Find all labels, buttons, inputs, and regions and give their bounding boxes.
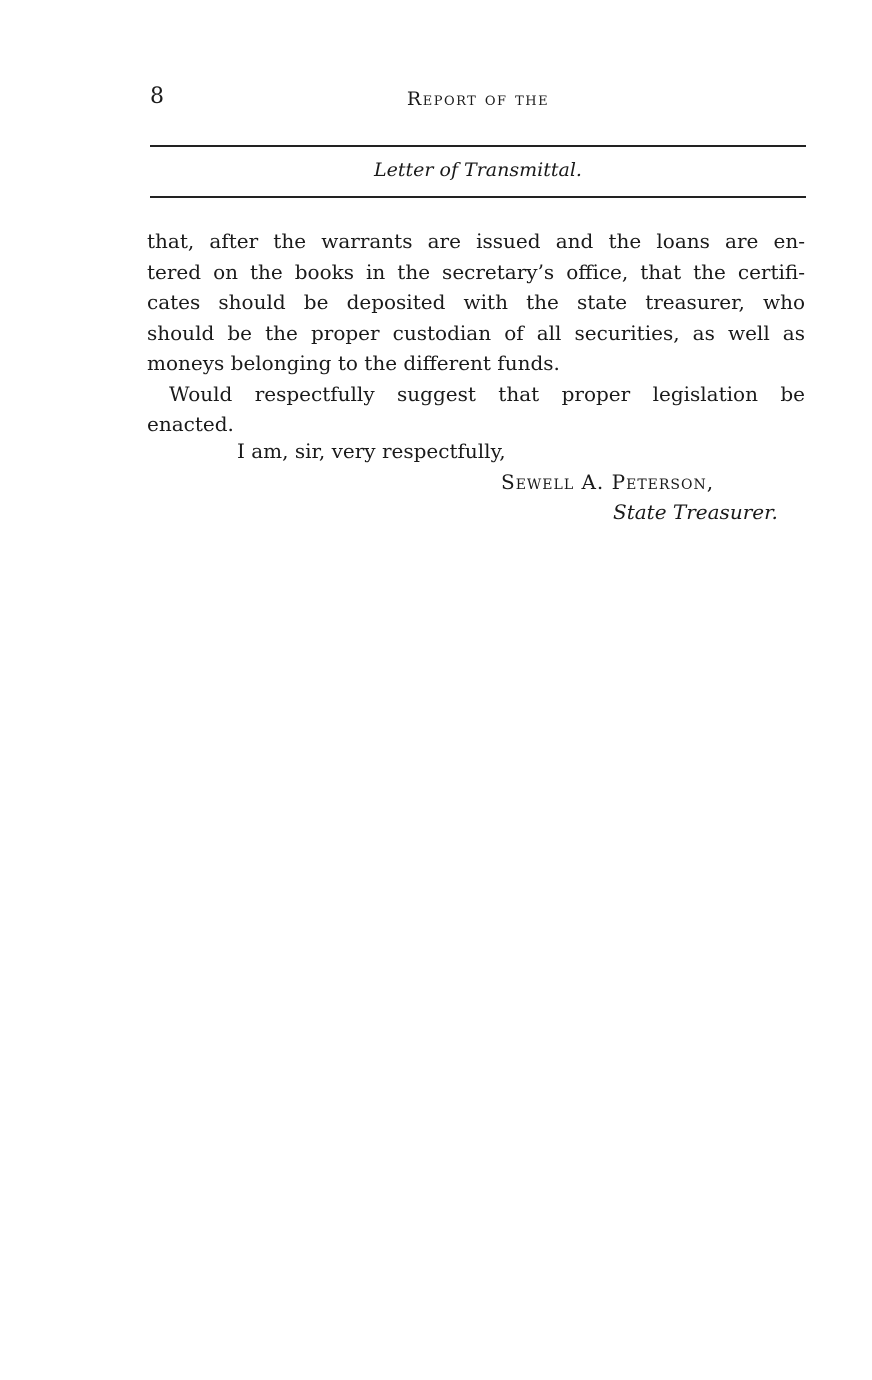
body-line: cates should be deposited with the state treasurer, who [147, 290, 805, 314]
signer-name: Sewell A. Peterson, [501, 470, 715, 494]
body-line: Would respectfully suggest that proper legislation be [169, 381, 805, 406]
header-rule-top [150, 145, 806, 147]
body-line: moneys belonging to the different funds. [147, 351, 560, 375]
closing-salutation: I am, sir, very respectfully, [237, 439, 506, 463]
section-title: Letter of Transmittal. [374, 159, 582, 181]
running-head: Report of the [406, 88, 550, 110]
body-line: tered on the books in the secretary’s office, that the certifi- [147, 259, 805, 284]
page-number: 8 [150, 84, 164, 109]
header-rule-bottom [150, 196, 806, 198]
body-line: enacted. [147, 412, 234, 436]
signer-title: State Treasurer. [613, 500, 778, 524]
body-line: that, after the warrants are issued and the loans are en- [147, 229, 805, 253]
body-text [147, 226, 805, 440]
body-line: should be the proper custodian of all securities, as well as [147, 320, 805, 345]
